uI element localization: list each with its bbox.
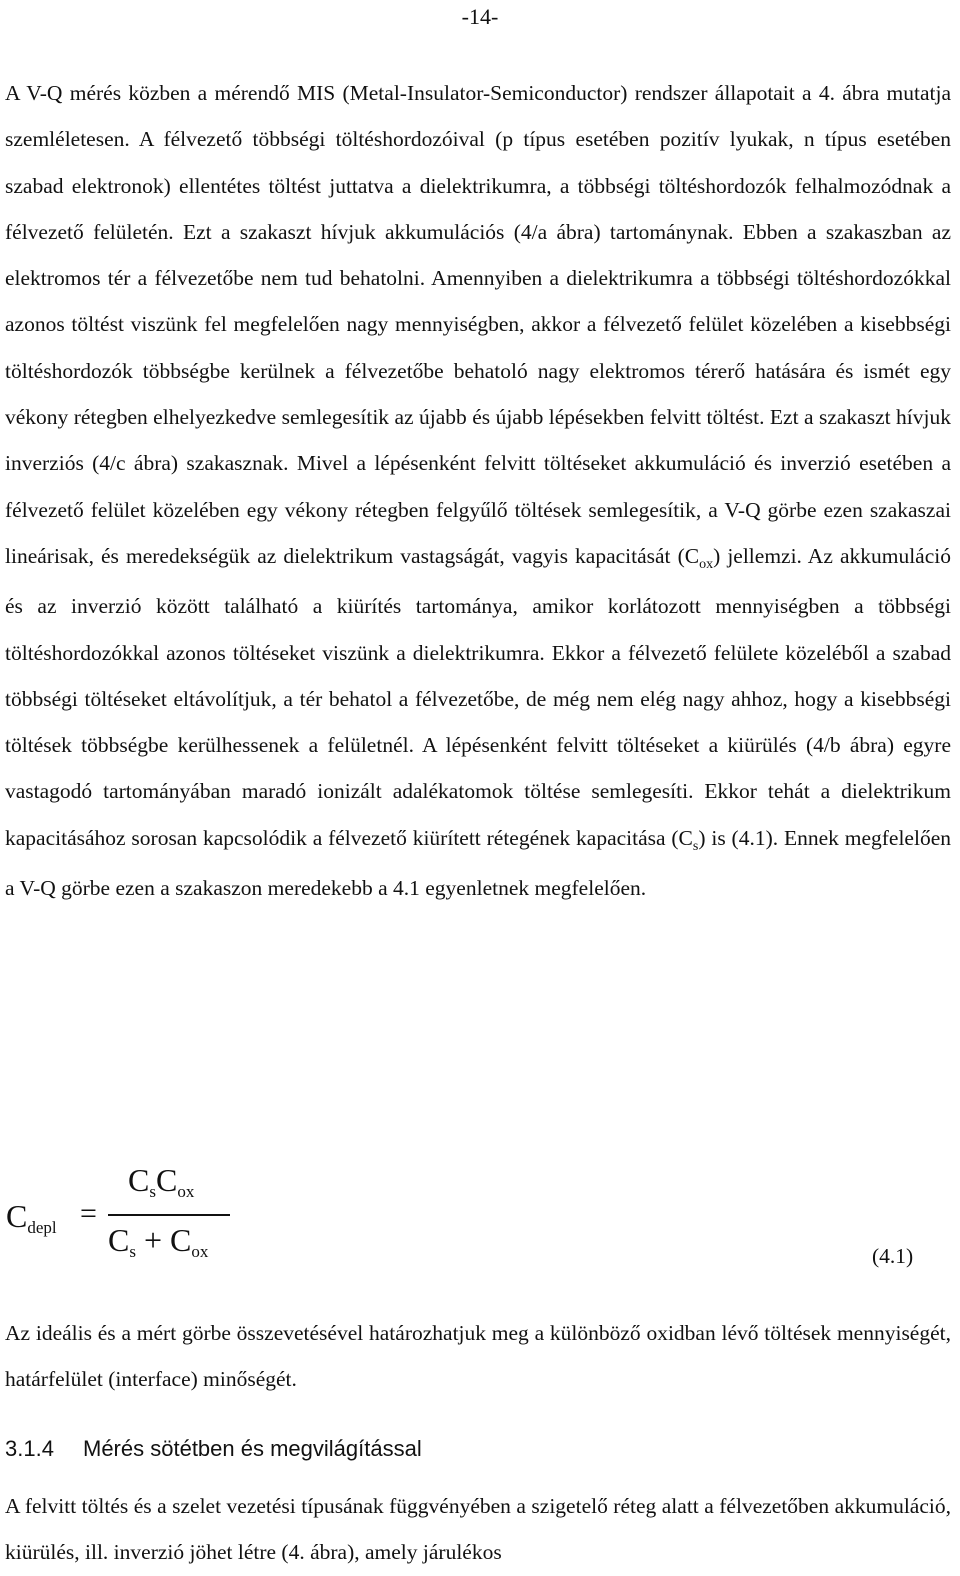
section-number: 3.1.4: [5, 1436, 54, 1461]
section-heading: [5, 1436, 422, 1462]
subscript-ox: ox: [699, 556, 714, 572]
body-paragraph-ideal-vs-measured: Az ideális és a mért görbe összevetésével határozhatjuk meg a különböző oxidban lévő töltések mennyiségét, határfelület (interface) minőségét.: [5, 1321, 951, 1392]
subscript-s: s: [692, 838, 699, 854]
body-paragraph-vq-measurement: [5, 70, 951, 911]
equation-denominator: Cs + Cox: [108, 1222, 209, 1261]
paragraph-text-middle: ) jellemzi. Az akkumuláció és az inverzió között található a kiürítés tartománya, amikor korlátozott mennyiségben a többségi töltéshordozókkal azonos töltéseket viszünk a dielektrikumra. Ekkor a félvezető felülete közeléből a szabad többségi töltéseket eltávolítjuk, a tér behatol a félvezetőbe, de még nem elég nagy ahhoz, hogy a kisebbségi töltések többségbe kerülhessenek a felületnél. A lépésenként felvitt töltéseket a kiürülés (4/b ábra) egyre vastagodó tartományában maradó ionizált adalékatomok töltése semlegesíti. Ekkor tehát a dielektrikum kapacitásához sorosan kapcsolódik a félvezető kiürített rétegének kapacitása (C: [5, 543, 951, 850]
equation-equals-sign: =: [80, 1197, 97, 1230]
paragraph-text-start: A V-Q mérés közben a mérendő MIS (Metal-Insulator-Semiconductor) rendszer állapotait a 4. ábra mutatja szemléletesen. A félvezető többségi töltéshordozóival (p típus esetében pozitív lyukak, n típus esetében szabad elektronok) ellentétes töltést juttatva a dielektrikumra, a többségi töltéshordozók felhalmozódnak a félvezető felületén. Ezt a szakaszt hívjuk akkumulációs (4/a ábra) tartománynak. Ebben a szakaszban az elektromos tér a félvezetőbe nem tud behatolni. Amennyiben a dielektrikumra a többségi töltéshordozókkal azonos töltést viszünk fel megfelelően nagy mennyiségben, akkor a félvezető felület közelében a kisebbségi töltéshordozók többségbe kerülnek a félvezetőbe behatoló nagy elektromos térerő hatására és ismét egy vékony rétegben elhelyezkedve semlegesítik az újabb és újabb lépésekben felvitt töltést. Ezt a szakaszt hívjuk inverziós (4/c ábra) szakasznak. Mivel a lépésenként felvitt töltéseket akkumuláció és inverzió esetében a félvezető felület közelében egy vékony rétegben felgyűlő töltések semlegesítik, a V-Q görbe ezen szakaszai lineárisak, és meredekségük az dielektrikum vastagságát, vagyis kapacitását (C: [5, 81, 951, 568]
equation-4-1: [0, 1160, 960, 1280]
paragraph-text-end: ) is (4.1). Ennek megfelelően a V-Q görbe ezen a szakaszon meredekebb a 4.1 egyenletnek megfelelően.: [5, 825, 951, 901]
body-paragraph-dark-illumination: A felvitt töltés és a szelet vezetési típusának függvényében a szigetelő réteg alatt a félvezetőben akkumuláció, kiürülés, ill. inverzió jöhet létre (4. ábra), amely járulékos: [5, 1494, 951, 1565]
section-title: Mérés sötétben és megvilágítással: [83, 1436, 422, 1461]
fraction-bar: [108, 1214, 230, 1216]
page-number: -14-: [461, 4, 499, 29]
equation-numerator: CsCox: [128, 1162, 195, 1201]
equation-number: (4.1): [872, 1244, 914, 1268]
equation-lhs: Cdepl: [6, 1198, 57, 1237]
